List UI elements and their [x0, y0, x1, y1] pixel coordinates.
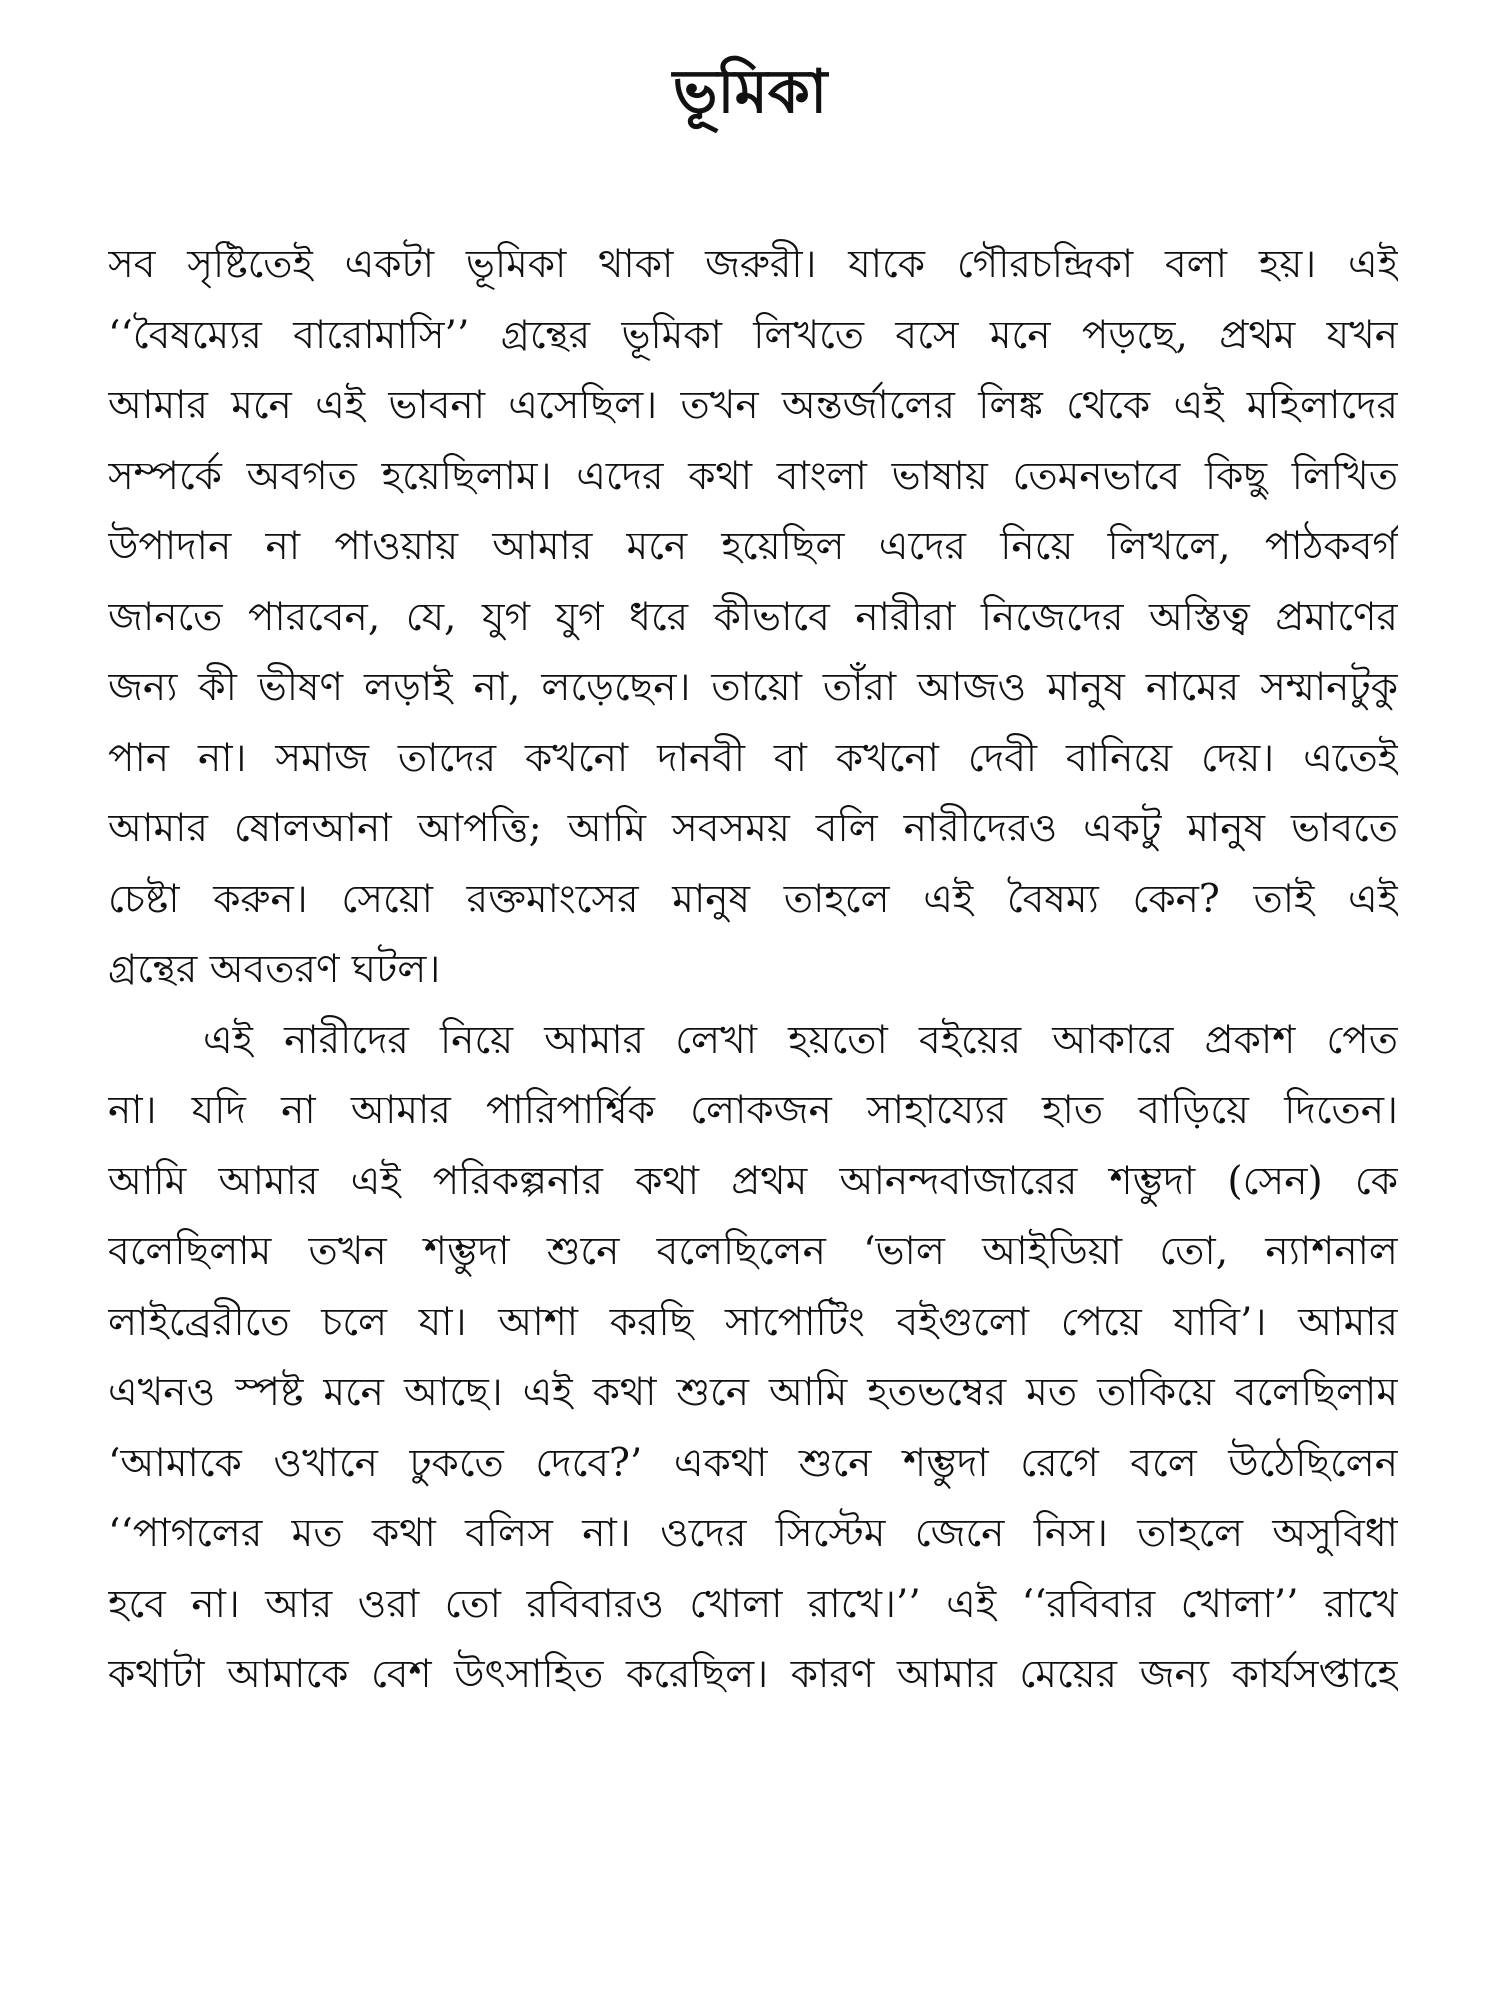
text-line: সম্পর্কে অবগত হয়েছিলাম। এদের কথা বাংলা ভাষায় তেমনভাবে কিছু লিখিত [108, 453, 1398, 499]
paragraph-2 [108, 1006, 1398, 1711]
text-line: বলেছিলাম তখন শম্ভুদা শুনে বলেছিলেন ‘ভাল আইডিয়া তো, ন্যাশনাল [108, 1229, 1398, 1274]
paragraph-1 [108, 230, 1398, 1006]
text-line: আমি আমার এই পরিকল্পনার কথা প্রথম আনন্দবাজারের শম্ভুদা (সেন) কে [108, 1158, 1398, 1204]
page-title: ভূমিকা [672, 57, 828, 127]
text-line: পান না। সমাজ তাদের কখনো দানবী বা কখনো দেবী বানিয়ে দেয়। এতেই [108, 735, 1398, 781]
text-line: গ্রন্থের অবতরণ ঘটল। [108, 947, 441, 992]
text-line: ‘‘পাগলের মত কথা বলিস না। ওদের সিস্টেম জেনে নিস। তাহলে অসুবিধা [108, 1511, 1398, 1556]
text-line: এখনও স্পষ্ট মনে আছে। এই কথা শুনে আমি হতভম্বের মত তাকিয়ে বলেছিলাম [108, 1370, 1398, 1415]
body-text [108, 230, 1398, 1711]
text-line: না। যদি না আমার পারিপার্শ্বিক লোকজন সাহায্যের হাত বাড়িয়ে দিতেন। [108, 1088, 1398, 1133]
text-line: লাইব্রেরীতে চলে যা। আশা করছি সাপোটিং বইগুলো পেয়ে যাবি’। আমার [108, 1299, 1398, 1345]
text-line: আমার মনে এই ভাবনা এসেছিল। তখন অন্তর্জালের লিঙ্ক থেকে এই মহিলাদের [108, 383, 1398, 428]
text-line: আমার ষোলআনা আপত্তি; আমি সবসময় বলি নারীদেরও একটু মানুষ ভাবতে [108, 806, 1398, 851]
text-line: এই নারীদের নিয়ে আমার লেখা হয়তো বইয়ের আকারে প্রকাশ পেত [203, 1017, 1398, 1063]
text-line: চেষ্টা করুন। সেয়ো রক্তমাংসের মানুষ তাহলে এই বৈষম্য কেন? তাই এই [108, 876, 1398, 922]
text-line: ‘‘বৈষম্যের বারোমাসি’’ গ্রন্থের ভূমিকা লিখতে বসে মনে পড়ছে, প্রথম যখন [108, 312, 1398, 358]
text-line: উপাদান না পাওয়ায় আমার মনে হয়েছিল এদের নিয়ে লিখলে, পাঠকবর্গ [108, 524, 1398, 569]
text-line: জন্য কী ভীষণ লড়াই না, লড়েছেন। তায়ো তাঁরা আজও মানুষ নামের সম্মানটুকু [108, 665, 1398, 710]
text-line: সব সৃষ্টিতেই একটা ভূমিকা থাকা জরুরী। যাকে গৌরচন্দ্রিকা বলা হয়। এই [108, 242, 1398, 287]
text-line: ‘আমাকে ওখানে ঢুকতে দেবে?’ একথা শুনে শম্ভুদা রেগে বলে উঠেছিলেন [108, 1440, 1398, 1486]
text-line: কথাটা আমাকে বেশ উৎসাহিত করেছিল। কারণ আমার মেয়ের জন্য কার্যসপ্তাহে [108, 1652, 1398, 1697]
text-line: হবে না। আর ওরা তো রবিবারও খোলা রাখে।’’ এই ‘‘রবিবার খোলা’’ রাখে [108, 1581, 1398, 1627]
text-line: জানতে পারবেন, যে, যুগ যুগ ধরে কীভাবে নারীরা নিজেদের অস্তিত্ব প্রমাণের [108, 594, 1398, 640]
